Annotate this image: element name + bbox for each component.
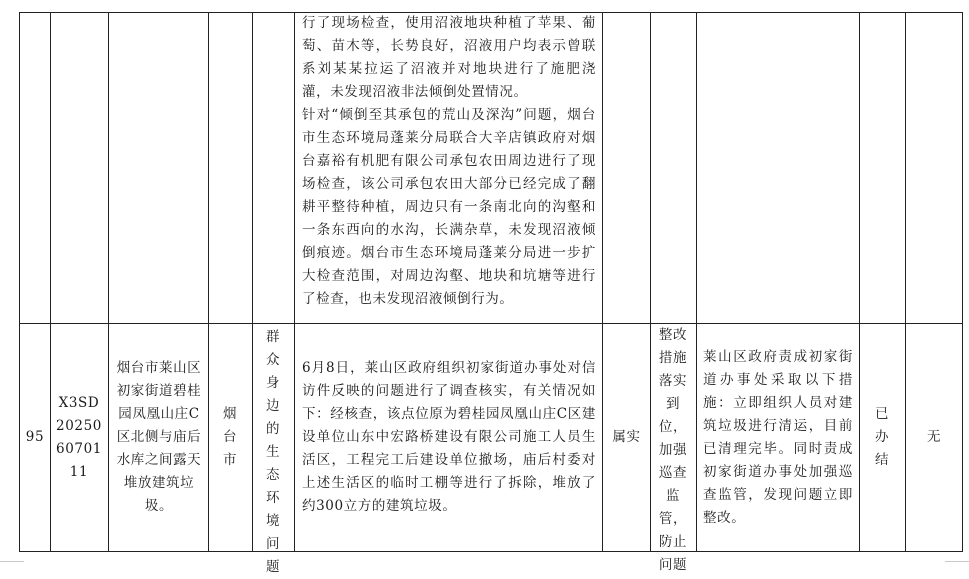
city-cell (220, 324, 240, 551)
column-divider (252, 12, 253, 552)
column-divider (859, 12, 860, 552)
corner-mark (0, 561, 24, 562)
verdict-cell (603, 324, 650, 551)
rectification-measures: 整改措施落实到位，加强巡查监管，防止问题 (658, 327, 688, 573)
complaint-code: X3SD202506070111 (56, 394, 102, 480)
accountability-cell (906, 324, 962, 551)
status-cell (871, 324, 893, 551)
investigation-cell (302, 324, 596, 551)
accountability: 无 (926, 429, 942, 445)
category-cell (263, 326, 283, 575)
problem-category: 群众身边的生态环境问题 (265, 329, 281, 575)
column-divider (650, 12, 651, 552)
problem-cell (116, 324, 202, 551)
complaint-code-cell (55, 324, 103, 551)
problem-description: 烟台市莱山区初家街道碧桂园凤凰山庄C区北侧与庙后水库之间露天堆放建筑垃圾。 (116, 360, 202, 514)
column-divider (208, 12, 209, 552)
status: 已办结 (874, 406, 890, 468)
corner-mark (945, 561, 969, 562)
city: 烟台市 (222, 406, 238, 468)
column-divider (294, 12, 295, 552)
column-divider (962, 12, 963, 552)
row-number: 95 (25, 429, 45, 445)
continued-investigation-cell (302, 12, 596, 322)
investigation-paragraph: 针对“倾倒至其承包的荒山及深沟”问题，烟台市生态环境局蓬莱分局联合大辛店镇政府对烟台嘉裕有机肥有限公司承包农田周边进行了现场检查，该公司承包农田大部分已经完成了翻耕平整待种植，周边只有一条南北向的沟壑和一条东西向的水沟，长满杂草，未发现沼液倾倒痕迹。烟台市生态环境局蓬莱分局进一步扩大检查范围，对周边沟壑、地块和坑塘等进行了检查，也未发现沼液倾倒行为。 (302, 107, 596, 307)
column-divider (108, 12, 109, 552)
column-divider (696, 12, 697, 552)
investigation-paragraph: 行了现场检查，使用沼液地块种植了苹果、葡萄、苗木等，长势良好，沼液用户均表示曾联系刘某某拉运了沼液并对地块进行了施肥浇灌，未发现沼液非法倾倒处置情况。 (302, 15, 596, 100)
handling-description: 莱山区政府责成初家街道办事处采取以下措施：立即组织人员对建筑垃圾进行清运，目前已清理完毕。同时责成初家街道办事处加强巡查监管，发现问题立即整改。 (703, 348, 853, 526)
measures-cell (656, 324, 690, 573)
table-border-bottom (19, 551, 963, 552)
verdict: 属实 (612, 429, 641, 445)
handling-cell (703, 324, 853, 551)
investigation-result: 6月8日，莱山区政府组织初家街道办事处对信访件反映的问题进行了调查核实，有关情况如下：经核查，该点位原为碧桂园凤凰山庄C区建设单位山东中宏路桥建设有限公司施工人员生活区，工程完工后建设单位撤场，庙后村委对上述生活区的临时工棚等进行了拆除，堆放了约300立方的建筑垃圾。 (302, 360, 596, 514)
column-divider (50, 12, 51, 552)
row-number-cell (20, 324, 50, 551)
